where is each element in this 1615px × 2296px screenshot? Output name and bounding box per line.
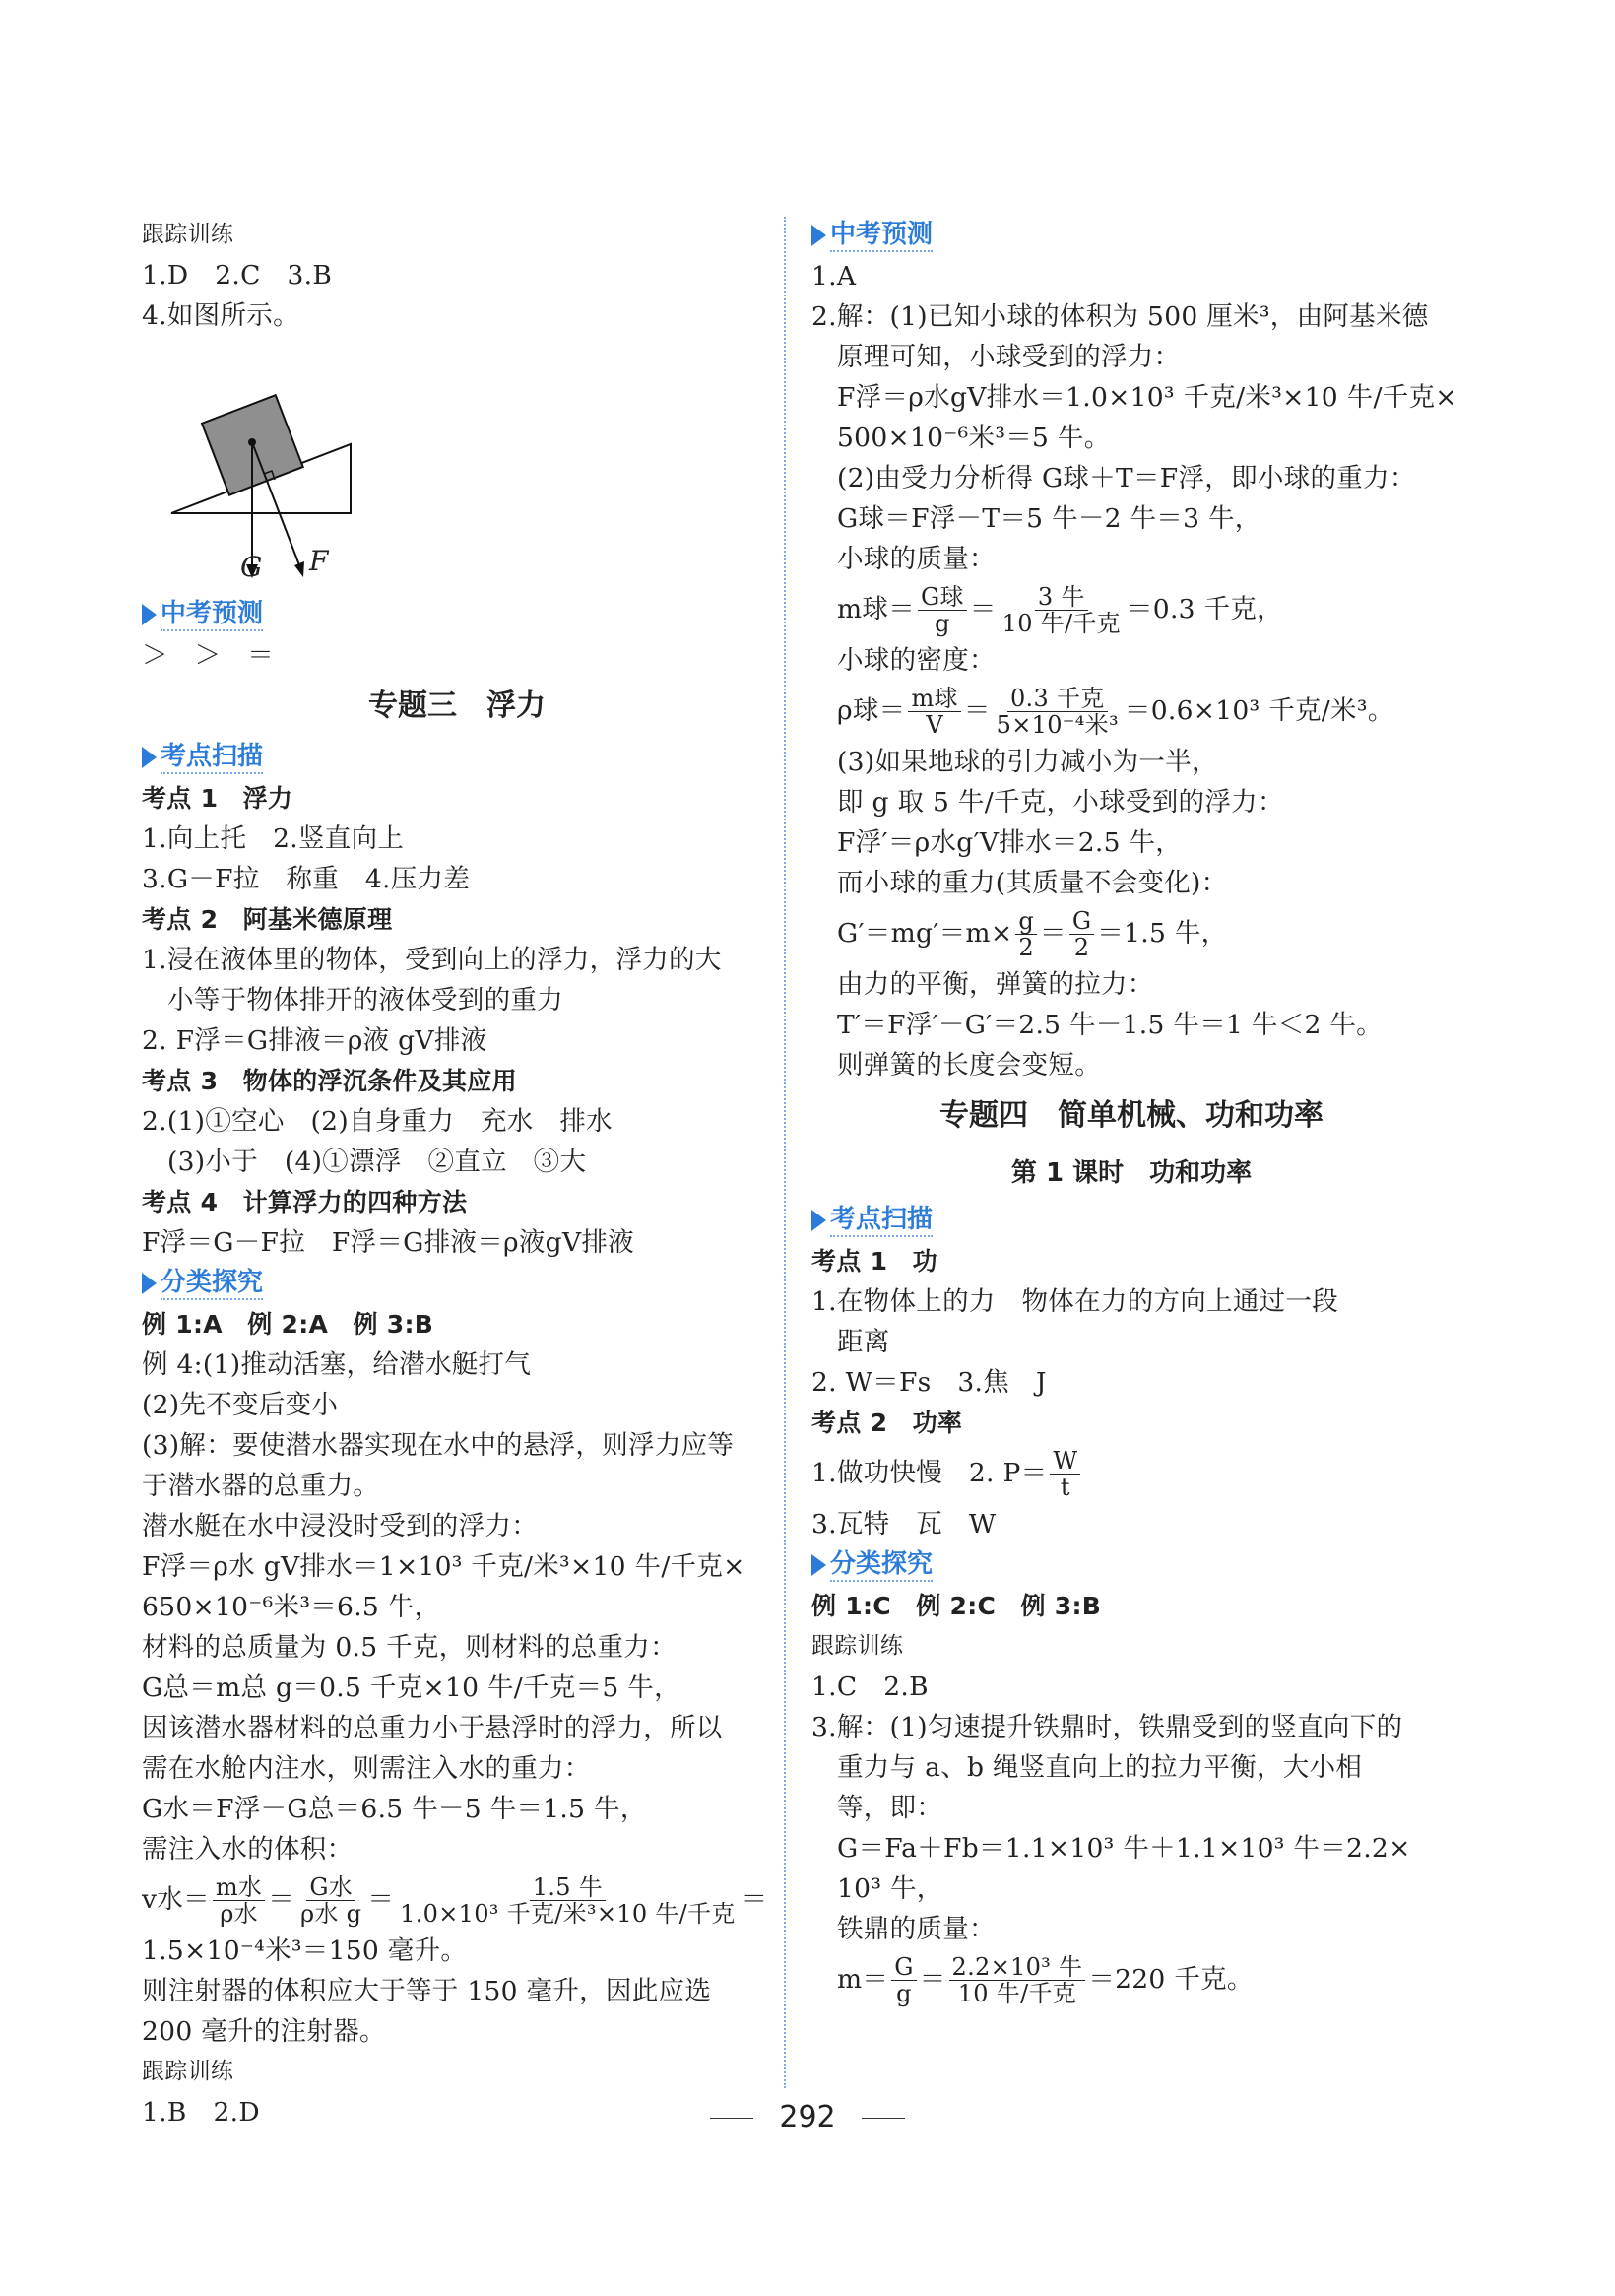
fraction: $\frac{\text{m水}}{\text{ρ水}}$	[213, 1874, 265, 1927]
answer-line: 3.G－F拉 称重 4.压力差	[142, 864, 471, 894]
example-answers: 例 1:A 例 2:A 例 3:B	[142, 1310, 434, 1339]
answer-line: 铁鼎的质量：	[837, 1914, 996, 1944]
force-diagram-figure	[142, 336, 772, 594]
answer-line: (2)先不变后变小	[142, 1390, 339, 1420]
formula-line: 10³ 牛，	[837, 1873, 943, 1904]
answer-line: 材料的总质量为 0.5 千克，则材料的总重力：	[142, 1632, 677, 1663]
answer-line: 因该潜水器材料的总重力小于悬浮时的浮力，所以	[142, 1713, 723, 1743]
iron-mass-formula: m＝ $\frac{G}{g}$ ＝ $\frac{\text{2.2×10³ 牛}}{\text{10 牛/千克}}$ ＝220 千克。	[837, 1952, 1254, 2007]
point-heading: 考点 4 计算浮力的四种方法	[142, 1188, 468, 1216]
triangle-icon	[142, 604, 157, 625]
section-heading: 分类探究	[811, 1544, 1452, 1586]
answer-line: 而小球的重力(其质量不会变化)：	[837, 868, 1228, 898]
answer-line: 重力与 a、b 绳竖直向上的拉力平衡，大小相	[837, 1752, 1363, 1783]
answer-line: (3)解：要使潜水器实现在水中的悬浮，则浮力应等	[142, 1430, 735, 1461]
fraction: $\frac{W}{t}$	[1050, 1448, 1080, 1500]
point-heading: 考点 1 浮力	[142, 784, 293, 813]
answer-line: 由力的平衡，弹簧的拉力：	[837, 969, 1154, 1000]
answer-line: 1.向上托 2.竖直向上	[142, 823, 405, 854]
dash-left	[710, 2118, 753, 2119]
example-answers: 例 1:C 例 2:C 例 3:B	[811, 1592, 1102, 1620]
section-heading: 考点扫描	[811, 1200, 1452, 1241]
left-column	[142, 215, 772, 2132]
fraction: $\frac{G}{2}$	[1069, 908, 1094, 960]
force-label: F	[309, 545, 329, 577]
answer-line: 200 毫升的注射器。	[142, 2016, 386, 2047]
answer-line: 4.如图所示。	[142, 300, 299, 331]
triangle-icon	[811, 225, 826, 246]
topic-title: 专题四 简单机械、功和功率	[939, 1098, 1324, 1133]
formula-line: G总＝m总 g＝0.5 千克×10 牛/千克＝5 牛，	[142, 1673, 680, 1703]
answer-line: 2.解：(1)已知小球的体积为 500 厘米³，由阿基米德	[811, 301, 1429, 332]
answer-line: 2. F浮＝G排液＝ρ液 gV排液	[142, 1025, 487, 1056]
formula-line: 650×10⁻⁶米³＝6.5 牛，	[142, 1592, 441, 1622]
incline-block-diagram	[142, 336, 398, 594]
volume-formula: v水＝ $\frac{\text{m水}}{\text{ρ水}}$ ＝ $\frac{\text{G水}}{\text{ρ水 g}}$ ＝ $\frac{\text{1.5 牛}}{\text{1.0×10³ 千克/米³×10 牛/千克}}$ ＝	[142, 1872, 768, 1928]
dash-right	[862, 2118, 905, 2119]
fraction: $\frac{g}{2}$	[1015, 908, 1037, 960]
answer-line: 距离	[837, 1327, 890, 1357]
answer-line: 小等于物体排开的液体受到的重力	[167, 985, 563, 1016]
answer-line: 小球的密度：	[837, 645, 996, 676]
formula-line: F浮＝ρ水 gV排水＝1×10³ 千克/米³×10 牛/千克×	[142, 1551, 745, 1582]
page-number: 292	[0, 2100, 1615, 2134]
answer-line: 潜水艇在水中浸没时受到的浮力：	[142, 1511, 538, 1542]
formula-line: G球＝F浮－T＝5 牛－2 牛＝3 牛，	[837, 503, 1261, 534]
answer-line: 原理可知，小球受到的浮力：	[837, 342, 1181, 372]
point-heading: 考点 2 功率	[811, 1409, 963, 1437]
topic-title: 专题三 浮力	[368, 689, 546, 723]
answer-line: ＞ ＞ ＝	[142, 640, 274, 671]
answer-line: (3)小于 (4)①漂浮 ②直立 ③大	[167, 1147, 587, 1177]
answer-line: 3.瓦特 瓦 W	[811, 1509, 997, 1540]
answer-line: 1.浸在液体里的物体，受到向上的浮力，浮力的大	[142, 945, 722, 975]
section-heading: 分类探究	[142, 1263, 772, 1304]
formula-line: T′＝F浮′－G′＝2.5 牛－1.5 牛＝1 牛＜2 牛。	[837, 1010, 1383, 1040]
answer-line: 1.A	[811, 261, 857, 292]
formula-line: 1.5×10⁻⁴米³＝150 毫升。	[142, 1935, 468, 1966]
mass-formula: m球＝ $\frac{\text{G球}}{g}$ ＝ $\frac{\text{3 牛}}{\text{10 牛/千克}}$ ＝0.3 千克，	[837, 582, 1283, 637]
formula-line: G＝Fa＋Fb＝1.1×10³ 牛＋1.1×10³ 牛＝2.2×	[837, 1833, 1411, 1864]
triangle-icon	[142, 1273, 157, 1294]
fraction: $\frac{\text{m球}}{V}$	[908, 686, 960, 738]
formula-line: F浮′＝ρ水g′V排水＝2.5 牛，	[837, 827, 1183, 858]
fraction: $\frac{\text{G球}}{g}$	[918, 584, 967, 636]
formula-line: F浮＝ρ水gV排水＝1.0×10³ 千克/米³×10 牛/千克×	[837, 382, 1457, 413]
answer-line: 于潜水器的总重力。	[142, 1471, 380, 1501]
section-heading: 中考预测	[811, 215, 1452, 256]
answer-line: 2.(1)①空心 (2)自身重力 充水 排水	[142, 1106, 613, 1137]
formula-line: 500×10⁻⁶米³＝5 牛。	[837, 423, 1111, 453]
answer-line: 1.B 2.D	[142, 2097, 260, 2128]
triangle-icon	[811, 1210, 826, 1231]
triangle-icon	[811, 1554, 826, 1576]
fraction: $\frac{G}{g}$	[891, 1954, 916, 2006]
point-heading: 考点 1 功	[811, 1247, 937, 1276]
formula-line: G水＝F浮－G总＝6.5 牛－5 牛＝1.5 牛，	[142, 1794, 647, 1824]
point-heading: 考点 3 物体的浮沉条件及其应用	[142, 1067, 517, 1095]
answer-line: 则弹簧的长度会变短。	[837, 1050, 1101, 1081]
answer-line: 小球的质量：	[837, 544, 996, 574]
column-divider	[784, 217, 786, 2088]
section-heading: 考点扫描	[142, 737, 772, 778]
answer-line: 需注入水的体积：	[142, 1834, 354, 1865]
section-heading: 中考预测	[142, 594, 772, 635]
answer-line: 1.在物体上的力 物体在力的方向上通过一段	[811, 1286, 1339, 1317]
answer-line: 则注射器的体积应大于等于 150 毫升，因此应选	[142, 1976, 712, 2006]
answer-line: (2)由受力分析得 G球＋T＝F浮，即小球的重力：	[837, 463, 1416, 493]
fraction: $\frac{\text{1.5 牛}}{\text{1.0×10³ 千克/米³×10 牛/千克}}$	[400, 1872, 736, 1928]
gravity-label: G	[240, 551, 263, 583]
answer-line: (3)如果地球的引力减小为一半，	[837, 747, 1218, 777]
answer-line: 2. W＝Fs 3.焦 J	[811, 1367, 1047, 1398]
triangle-icon	[142, 747, 157, 768]
answer-line: 例 4:(1)推动活塞，给潜水艇打气	[142, 1349, 532, 1380]
answer-line: 1.C 2.B	[811, 1672, 929, 1702]
power-formula: 1.做功快慢 2. P＝ $\frac{W}{t}$	[811, 1443, 1452, 1504]
answer-line: 需在水舱内注水，则需注入水的重力：	[142, 1753, 591, 1784]
tracking-training-label: 跟踪训练	[811, 1633, 904, 1659]
point-heading: 考点 2 阿基米德原理	[142, 905, 393, 934]
fraction: $\frac{\text{G水}}{\text{ρ水 g}}$	[300, 1872, 362, 1928]
answer-line: 即 g 取 5 牛/千克，小球受到的浮力：	[837, 787, 1284, 818]
fraction: $\frac{\text{0.3 千克}}{\text{5×10⁻⁴米³}}$	[996, 684, 1119, 739]
gravity-formula: G′＝mg′＝m× $\frac{g}{2}$ ＝ $\frac{G}{2}$ ＝1.5 牛，	[837, 906, 1228, 961]
answer-line: F浮＝G－F拉 F浮＝G排液＝ρ液gV排液	[142, 1227, 634, 1258]
fraction: $\frac{\text{3 牛}}{\text{10 牛/千克}}$	[1001, 582, 1121, 637]
right-column	[811, 215, 1457, 2010]
tracking-training-label: 跟踪训练	[142, 222, 234, 247]
answer-line: 等，即：	[837, 1793, 943, 1823]
lesson-title: 第 1 课时 功和功率	[1010, 1158, 1253, 1188]
density-formula: ρ球＝ $\frac{\text{m球}}{V}$ ＝ $\frac{\text{0.3 千克}}{\text{5×10⁻⁴米³}}$ ＝0.6×10³ 千克/米³。	[837, 684, 1394, 739]
answer-line: 3.解：(1)匀速提升铁鼎时，铁鼎受到的竖直向下的	[811, 1712, 1403, 1742]
answer-line: 1.D 2.C 3.B	[142, 260, 333, 291]
fraction: $\frac{\text{2.2×10³ 牛}}{\text{10 牛/千克}}$	[949, 1954, 1086, 2006]
tracking-training-label: 跟踪训练	[142, 2059, 234, 2084]
